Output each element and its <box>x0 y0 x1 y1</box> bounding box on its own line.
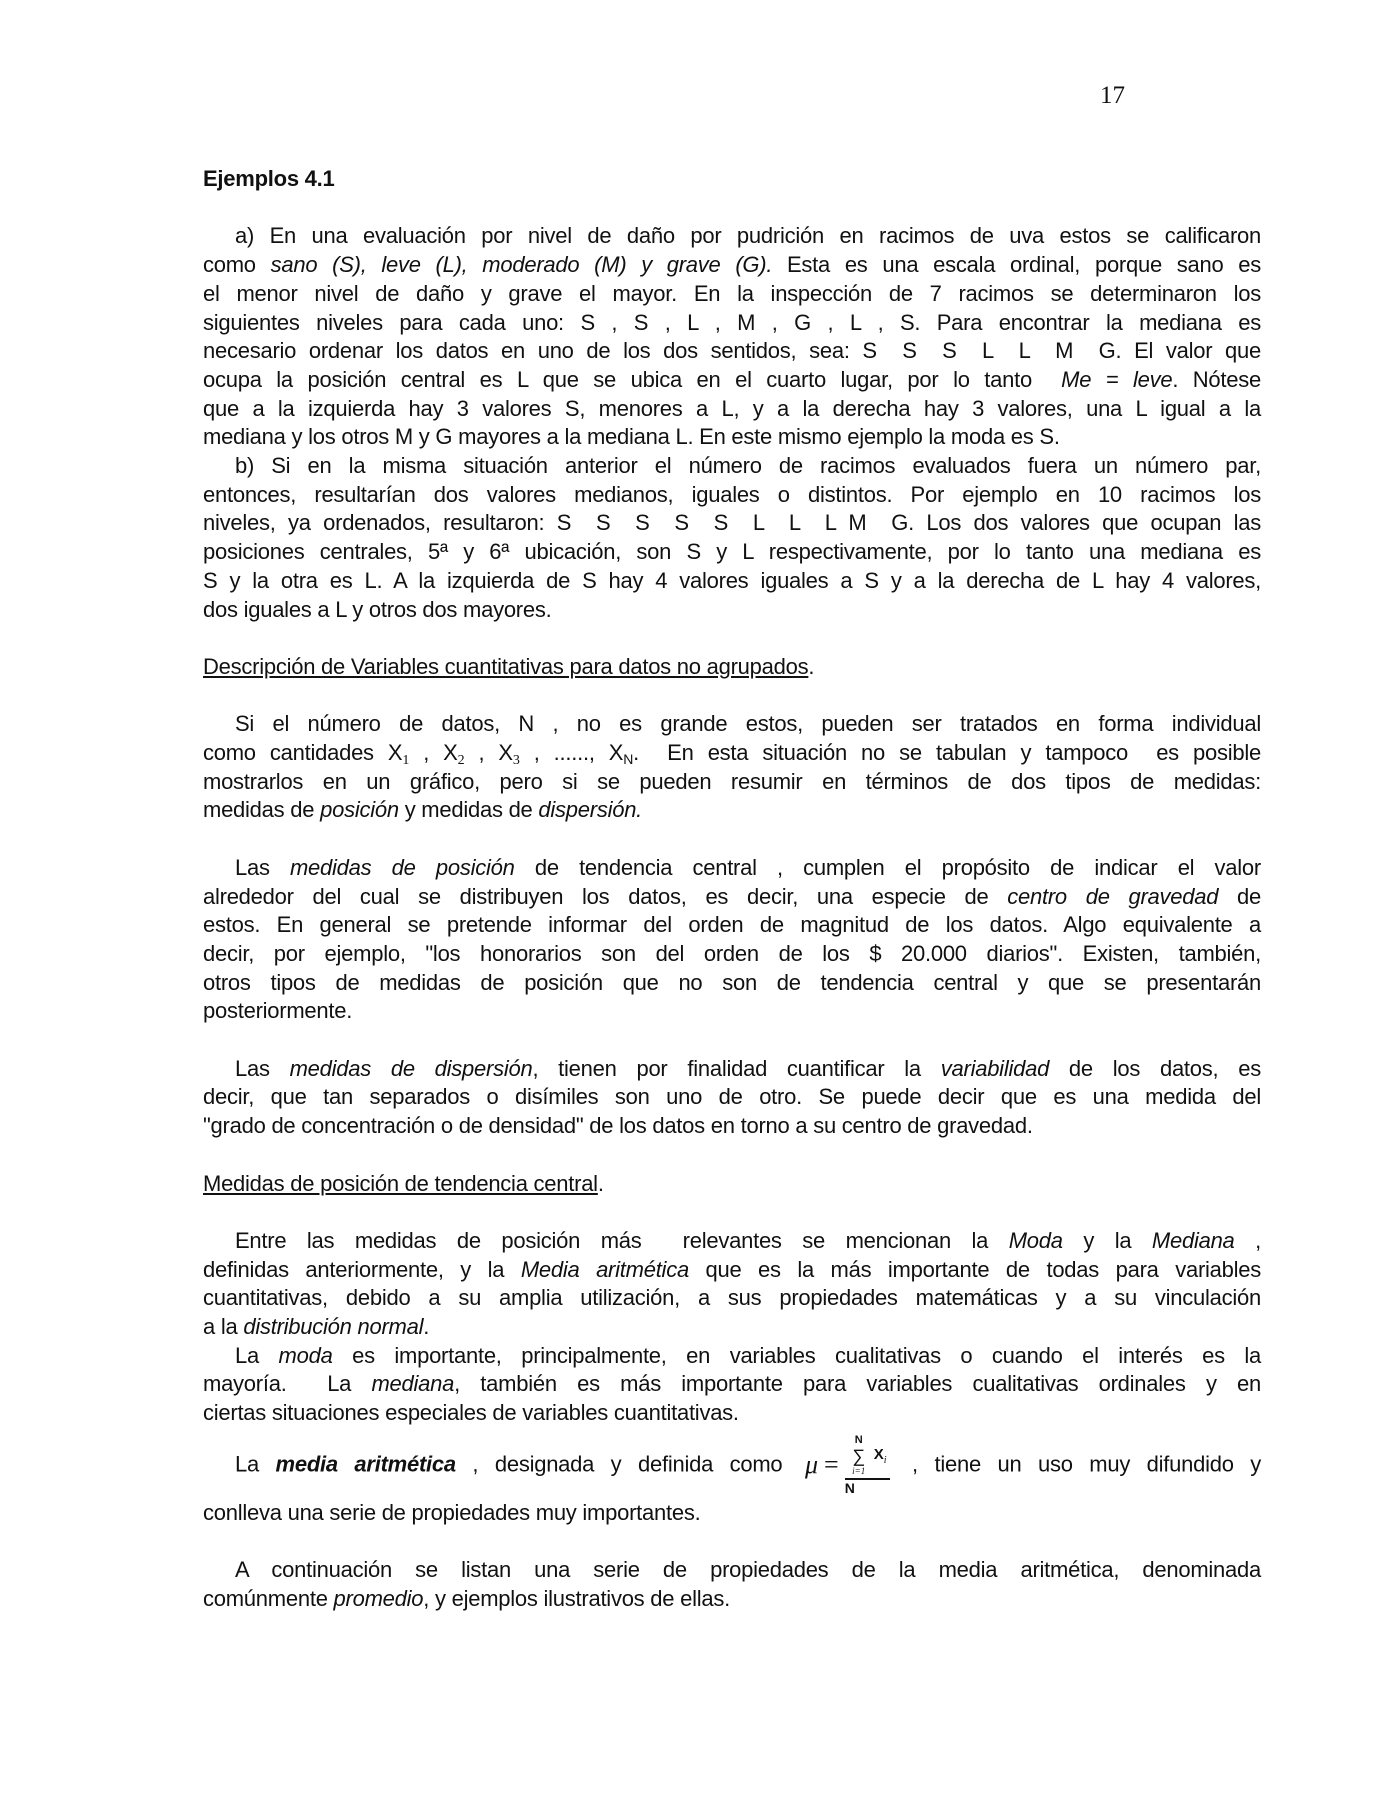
text: La <box>235 1342 279 1368</box>
italic-text: distribución normal <box>243 1314 424 1340</box>
text: , y ejemplos ilustrativos de ellas. <box>423 1585 730 1611</box>
blank-line <box>203 1026 1261 1055</box>
text: , tienen por finalidad cuantificar la <box>532 1055 941 1081</box>
text-line <box>203 509 1261 538</box>
text-line <box>203 481 1261 510</box>
text: y medidas de <box>398 797 539 823</box>
text: . <box>597 1170 604 1196</box>
text: . <box>808 653 815 679</box>
text: el menor nivel de daño y grave el mayor. En la inspección de 7 racimos se determinaron los <box>203 280 1261 306</box>
text-line <box>203 538 1261 567</box>
subscript: 1 <box>402 753 410 769</box>
numerator <box>845 1434 890 1480</box>
mean-formula <box>805 1434 890 1497</box>
text-line <box>203 1227 1261 1256</box>
text-line <box>203 1434 1261 1497</box>
text: Las <box>235 854 290 880</box>
mu-symbol: μ <box>804 1450 819 1480</box>
italic-text: Moda <box>1008 1227 1063 1253</box>
italic-text: medidas de posición <box>289 854 515 880</box>
blank-line <box>203 194 1261 223</box>
underlined-heading: Medidas de posición de tendencia central <box>203 1170 598 1196</box>
text: Entre las medidas de posición más relevantes se mencionan la <box>235 1227 1009 1253</box>
text: que a la izquierda hay 3 valores S, menores a L, y a la derecha hay 3 valores, una L igual a la <box>203 395 1261 421</box>
text: mostrarlos en un gráfico, pero si se pueden resumir en términos de dos tipos de medidas: <box>203 768 1261 794</box>
text: otros tipos de medidas de posición que no son de tendencia central y que se presentarán <box>203 969 1261 995</box>
underlined-heading: Descripción de Variables cuantitativas para datos no agrupados <box>203 653 809 679</box>
text: , ......, X <box>519 740 624 766</box>
text-line <box>203 567 1261 596</box>
text-line <box>203 969 1261 998</box>
italic-text: Media aritmética <box>520 1256 689 1282</box>
text: mediana y los otros M y G mayores a la mediana L. En este mismo ejemplo la moda es S. <box>203 424 1060 450</box>
denominator: N <box>844 1479 855 1496</box>
text-line <box>203 366 1261 395</box>
text-line <box>203 911 1261 940</box>
text: que es la más importante de todas para variables <box>688 1256 1261 1282</box>
x-index: i <box>883 1455 887 1467</box>
text-line <box>203 854 1261 883</box>
text: A continuación se listan una serie de propiedades de la media aritmética, denominada <box>235 1557 1261 1583</box>
text: a la <box>203 1314 244 1340</box>
text-line <box>203 280 1261 309</box>
text: y la <box>1062 1227 1152 1253</box>
text: Esta es una escala ordinal, porque sano es <box>772 252 1261 278</box>
italic-text: mediana <box>371 1371 455 1397</box>
text: alrededor del cual se distribuyen los datos, es decir, una especie de <box>203 883 1008 909</box>
fraction <box>845 1434 890 1497</box>
text: comúnmente <box>203 1585 334 1611</box>
text-line <box>203 1556 1261 1585</box>
text-line <box>203 309 1261 338</box>
text: , X <box>409 740 458 766</box>
text-line <box>203 883 1261 912</box>
text: , tiene un uso muy difundido y <box>895 1451 1261 1477</box>
text-line <box>203 1256 1261 1285</box>
text: posiciones centrales, 5ª y 6ª ubicación, son S y L respectivamente, por lo tanto una mediana es <box>203 539 1261 565</box>
text: decir, por ejemplo, "los honorarios son del orden de los $ 20.000 diarios". Existen, también, <box>203 940 1261 966</box>
text: de tendencia central , cumplen el propósito de indicar el valor <box>514 854 1261 880</box>
text: medidas de <box>203 797 321 823</box>
text: de los datos, es <box>1049 1055 1261 1081</box>
text: mayoría. La <box>203 1371 372 1397</box>
text-line <box>203 1313 1261 1342</box>
text: conlleva una serie de propiedades muy importantes. <box>203 1499 701 1525</box>
italic-text: centro de gravedad <box>1007 883 1219 909</box>
text: decir, que tan separados o disímiles son uno de otro. Se puede decir que es una medida del <box>203 1084 1261 1110</box>
italic-text: dispersión. <box>538 797 643 823</box>
text-line <box>203 1055 1261 1084</box>
text-line <box>203 796 1261 825</box>
text-line <box>203 768 1261 797</box>
text-line <box>203 1112 1261 1141</box>
text-line <box>203 1170 1261 1199</box>
text-line <box>203 423 1261 452</box>
text: necesario ordenar los datos en uno de los dos sentidos, sea: S S S L L M G. El valor que <box>203 338 1261 364</box>
subscript: 3 <box>512 753 520 769</box>
subscript: N <box>623 751 634 768</box>
text-line <box>203 1284 1261 1313</box>
text-line <box>203 1585 1261 1614</box>
text-line <box>203 997 1261 1026</box>
equals-sign: = <box>824 1450 839 1480</box>
italic-text: Mediana <box>1151 1227 1235 1253</box>
blank-line <box>203 1198 1261 1227</box>
text-line <box>203 251 1261 280</box>
page-number: 17 <box>1100 82 1125 109</box>
italic-text: promedio <box>333 1585 424 1611</box>
italic-text: Me = leve <box>1061 366 1173 392</box>
text: es importante, principalmente, en variables cualitativas o cuando el interés es la <box>332 1342 1261 1368</box>
subscript: 2 <box>457 753 465 769</box>
text: siguientes niveles para cada uno: S , S , L , M , G , L , S. Para encontrar la mediana es <box>203 309 1261 335</box>
text: Si el número de datos, N , no es grande estos, pueden ser tratados en forma individual <box>235 711 1261 737</box>
text: , X <box>464 740 513 766</box>
text: Las <box>235 1055 290 1081</box>
x-symbol: X <box>873 1446 884 1464</box>
text: cuantitativas, debido a su amplia utilización, a sus propiedades matemáticas y a su vinculación <box>203 1285 1261 1311</box>
italic-text: medidas de dispersión <box>289 1055 533 1081</box>
text: definidas anteriormente, y la <box>203 1256 521 1282</box>
blank-line <box>203 1141 1261 1170</box>
text-line <box>203 596 1261 625</box>
italic-text: posición <box>320 797 399 823</box>
sum-lower-limit: i=1 <box>852 1465 866 1476</box>
text-line <box>203 739 1261 768</box>
text: a) En una evaluación por nivel de daño por pudrición en racimos de uva estos se calificaron <box>235 223 1261 249</box>
text: , también es más importante para variables cualitativas ordinales y en <box>454 1371 1261 1397</box>
summation-icon <box>848 1434 870 1477</box>
text: estos. En general se pretende informar del orden de magnitud de los datos. Algo equivalente a <box>203 912 1261 938</box>
text: La <box>235 1451 276 1477</box>
text: como <box>203 252 271 278</box>
text: ocupa la posición central es L que se ubica en el cuarto lugar, por lo tanto <box>203 366 1062 392</box>
text-line <box>203 1399 1261 1428</box>
sigma: ∑ <box>852 1445 866 1466</box>
text-line <box>203 653 1261 682</box>
text-line <box>203 1083 1261 1112</box>
text: "grado de concentración o de densidad" de los datos en torno a su centro de gravedad. <box>203 1113 1033 1139</box>
text-line <box>203 452 1261 481</box>
italic-text: sano (S), leve (L), moderado (M) y grave (G). <box>270 252 773 278</box>
heading-text: Ejemplos 4.1 <box>203 166 335 191</box>
italic-text: variabilidad <box>940 1055 1050 1081</box>
blank-line <box>203 682 1261 711</box>
text: S y la otra es L. A la izquierda de S hay 4 valores iguales a S y a la derecha de L hay 4 valores, <box>203 567 1261 593</box>
text: . En esta situación no se tabulan y tampoco es posible <box>633 740 1261 766</box>
text-line <box>203 710 1261 739</box>
text: dos iguales a L y otros dos mayores. <box>203 596 552 622</box>
text-line <box>203 222 1261 251</box>
text: como cantidades X <box>203 740 403 766</box>
blank-line <box>203 624 1261 653</box>
text: , <box>1234 1227 1261 1253</box>
sum-upper-limit: N <box>854 1433 863 1446</box>
text: b) Si en la misma situación anterior el número de racimos evaluados fuera un número par, <box>235 453 1261 479</box>
text: ciertas situaciones especiales de variables cuantitativas. <box>203 1400 739 1426</box>
text: . Nótese <box>1172 366 1261 392</box>
blank-line <box>203 825 1261 854</box>
blank-line <box>203 1528 1261 1557</box>
text: de <box>1218 883 1261 909</box>
x-variable <box>873 1446 887 1467</box>
text-line <box>203 395 1261 424</box>
text: entonces, resultarían dos valores medianos, iguales o distintos. Por ejemplo en 10 racimos los <box>203 481 1261 507</box>
text-line <box>203 1499 1261 1528</box>
text: , designada y definida como <box>455 1451 799 1477</box>
text: niveles, ya ordenados, resultaron: S S S S S L L L M G. Los dos valores que ocupan las <box>203 510 1261 536</box>
text-line <box>203 165 1261 194</box>
text: posteriormente. <box>203 998 353 1024</box>
document-body <box>203 165 1261 1614</box>
text-line <box>203 1342 1261 1371</box>
text-line <box>203 337 1261 366</box>
italic-text: moda <box>278 1342 333 1368</box>
bold-italic-text: media aritmética <box>275 1451 456 1477</box>
text-line <box>203 1370 1261 1399</box>
text-line <box>203 940 1261 969</box>
text: . <box>423 1314 430 1340</box>
